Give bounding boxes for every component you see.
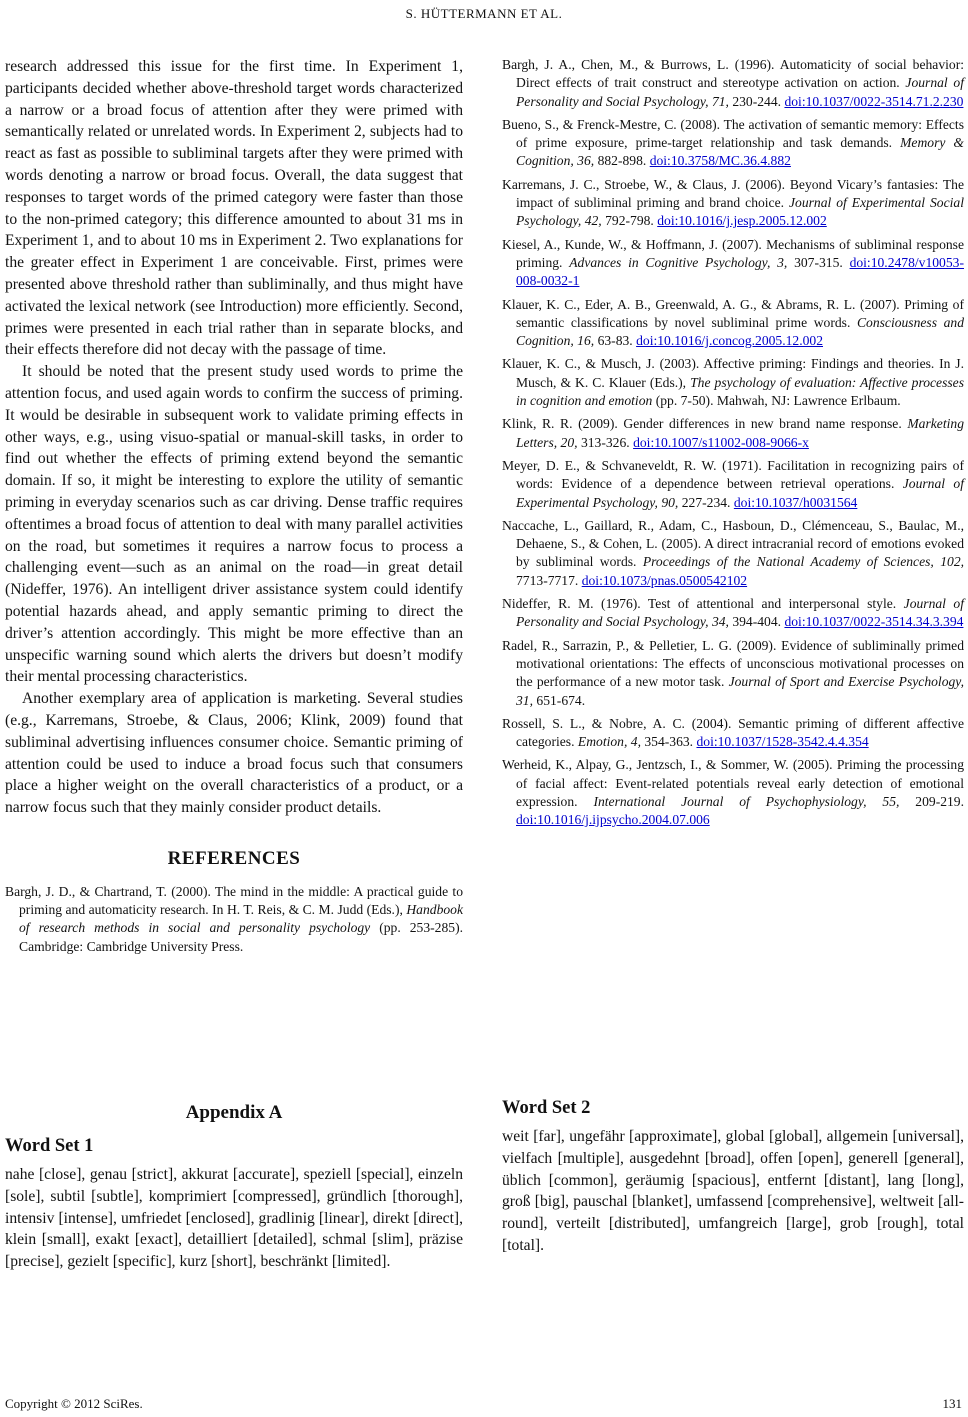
reference-text: Karremans, J. C., Stroebe, W., & Claus, J. (2006). Beyond Vicary’s fantasies: The impact of subliminal priming and brand choice. — [502, 176, 964, 211]
doi-link[interactable]: doi:10.1037/0022-3514.34.3.394 — [784, 614, 964, 630]
reference-entry — [502, 296, 964, 351]
reference-source: Journal of Personality and Social Psychology, 71, — [516, 75, 964, 109]
reference-pages: 7713-7717. — [516, 572, 582, 588]
reference-entry — [502, 595, 964, 632]
doi-link[interactable]: doi:10.2478/v10053-008-0032-1 — [516, 254, 964, 289]
reference-entry — [502, 355, 964, 410]
reference-source: Proceedings of the National Academy of Sciences, 102, — [642, 554, 965, 570]
reference-entry — [502, 176, 964, 231]
reference-entry — [502, 415, 964, 452]
reference-pages: 882-898. — [594, 153, 650, 169]
reference-pages: 354-363. — [640, 734, 697, 750]
reference-pages: 651-674. — [533, 692, 586, 708]
reference-entry — [502, 637, 964, 710]
reference-pages: 313-326. — [577, 434, 634, 450]
reference-source: Journal of Experimental Psychology, 90, — [516, 476, 964, 510]
reference-entry — [502, 756, 964, 829]
reference-text: Meyer, D. E., & Schvaneveldt, R. W. (1971). Facilitation in recognizing pairs of words: Evidence of a dependence between retrieval operations. — [502, 457, 964, 492]
reference-source: Journal of Sport and Exercise Psychology, 31, — [516, 674, 964, 708]
right-column — [502, 56, 964, 835]
reference-text: Bargh, J. A., Chen, M., & Burrows, L. (1996). Automaticity of social behavior: Direct effects of trait construct and stereotype activation on action. — [502, 57, 964, 91]
reference-text: Klauer, K. C., & Musch, J. (2003). Affective priming: Findings and theories. In J. Musch, & K. C. Klauer (Eds.), — [502, 356, 964, 390]
reference-pages: 209-219. — [899, 793, 965, 809]
reference-entry — [502, 457, 964, 512]
doi-link[interactable]: doi:10.1007/s11002-008-9066-x — [633, 434, 809, 450]
word-set-1-text: nahe [close], genau [strict], akkurat [accurate], speziell [special], einzeln [sole], subtil [subtle], komprimiert [compressed], gründlich [thorough], intensiv [intense], umfriedet [enclosed], gradlinig [linear], direkt [direct], klein [small], exakt [exact], detailliert [detailed], schmal [slim], präzise [precise], gezielt [specific], kurz [short], beschränkt [limited]. — [5, 1166, 463, 1271]
left-column — [5, 56, 463, 961]
doi-link[interactable]: doi:10.1016/j.jesp.2005.12.002 — [657, 213, 827, 229]
reference-entry — [502, 116, 964, 171]
reference-pages: (pp. 7-50). Mahwah, NJ: Lawrence Erlbaum. — [652, 393, 901, 409]
reference-pages: 63-83. — [594, 333, 637, 349]
appendix-title: Appendix A — [185, 1102, 283, 1123]
reference-text: Nideffer, R. M. (1976). Test of attentional and interpersonal style. — [502, 596, 904, 612]
appendix-right-column — [502, 1098, 964, 1257]
reference-source: Journal of Personality and Social Psychology, 34, — [516, 596, 965, 630]
reference-source: Handbook of research methods in social and personality psychology — [19, 902, 463, 936]
references-list-left — [5, 883, 463, 956]
reference-text: Radel, R., Sarrazin, P., & Pelletier, L. G. (2009). Evidence of subliminally primed motivational orientations: The effects of unconscious motivational processes on the performance of a new motor task. — [502, 637, 964, 690]
reference-text: Bargh, J. D., & Chartrand, T. (2000). The mind in the middle: A practical guide to priming and automaticity research. In H. T. Reis, & C. M. Judd (Eds.), — [5, 883, 463, 918]
reference-pages: (pp. 253-285). Cambridge: Cambridge University Press. — [19, 920, 463, 954]
reference-text: Kiesel, A., Kunde, W., & Hoffmann, J. (2007). Mechanisms of subliminal response priming. — [502, 236, 964, 270]
doi-link[interactable]: doi:10.1016/j.concog.2005.12.002 — [636, 333, 823, 349]
reference-source: Memory & Cognition, 36, — [516, 135, 964, 169]
reference-pages: 230-244. — [728, 93, 785, 109]
doi-link[interactable]: doi:10.1037/0022-3514.71.2.230 — [784, 93, 964, 109]
doi-link[interactable]: doi:10.1073/pnas.0500542102 — [581, 572, 748, 588]
reference-pages: 227-234. — [678, 494, 734, 510]
body-paragraph: research addressed this issue for the first time. In Experiment 1, participants decided whether above-threshold target words characterized a narrow or a broad focus of attention after they were primed with semantically related or unrelated words. In Experiment 2, subjects had to react as fast as possible to subliminal targets after they were primed with words denoting a narrow or broad focus. Overall, the data suggest that responses to target words of the primed category were faster than those to the non-primed category; this difference amounted to about 31 ms in Experiment 1, and to about 10 ms in Experiment 2. Two explanations for the greater effect in Experiment 1 are conceivable. First, primes were presented above threshold rather than subliminally, and thus might have activated the lexical network (see Introduction) more efficiently. Second, primes were presented in each trial rather than in separate blocks, and their effects therefore did not decay with the passage of time. — [5, 58, 463, 359]
reference-text: Rossell, S. L., & Nobre, A. C. (2004). Semantic priming of different affective categories. — [502, 715, 964, 750]
reference-entry — [502, 56, 964, 111]
reference-source: Advances in Cognitive Psychology, 3, — [569, 254, 788, 270]
reference-source: Consciousness and Cognition, 16, — [516, 314, 964, 349]
word-set-1-title: Word Set 1 — [5, 1136, 94, 1156]
reference-source: The psychology of evaluation: Affective processes in cognition and emotion — [516, 374, 964, 409]
appendix-left-column — [5, 1098, 463, 1273]
reference-text: Bueno, S., & Frenck-Mestre, C. (2008). The activation of semantic memory: Effects of prime exposure, prime-target relationship and task demands. — [502, 116, 964, 151]
footer-copyright: Copyright © 2012 SciRes. — [5, 1396, 143, 1411]
reference-pages: 307-315. — [787, 254, 850, 270]
references-list-right — [502, 56, 964, 830]
body-paragraph: Another exemplary area of application is marketing. Several studies (e.g., Karremans, Stroebe, & Claus, 2006; Klink, 2009) found that subliminal advertising influences consumer choice. Semantic priming of attention could be used to induce a broad focus such that consumers place a higher weight on the overall characteristics of a product, or a narrow focus such that they mainly consider product details. — [5, 690, 463, 817]
word-set-2-title: Word Set 2 — [502, 1098, 591, 1118]
word-set-2-text: weit [far], ungefähr [approximate], global [global], allgemein [universal], vielfach [multiple], ausgedehnt [broad], offen [open], generell [general], üblich [common], geräumig [spacious], entfernt [distant], lang [long], groß [big], pauschal [blanket], umfassend [comprehensive], weltweit [all-round], verteilt [distributed], umfangreich [large], grob [rough], total [total]. — [502, 1128, 964, 1254]
reference-text: Naccache, L., Gaillard, R., Adam, C., Hasboun, D., Clémenceau, S., Baulac, M., Dehaene, S., & Cohen, L. (2005). A direct intracranial record of emotions evoked by subliminal words. — [502, 517, 964, 570]
reference-source: Marketing Letters, 20, — [516, 416, 964, 450]
page-number: 131 — [942, 1396, 962, 1411]
reference-source: Emotion, 4, — [577, 734, 641, 750]
reference-entry — [5, 883, 463, 956]
running-head: S. HÜTTERMANN ET AL. — [405, 6, 563, 21]
reference-source: Journal of Experimental Social Psychology, 42, — [516, 195, 964, 229]
doi-link[interactable]: doi:10.1037/h0031564 — [733, 494, 858, 510]
doi-link[interactable]: doi:10.3758/MC.36.4.882 — [649, 153, 791, 169]
body-paragraph: It should be noted that the present study used words to prime the attention focus, and used again words to confirm the success of priming. It would be desirable in subsequent work to validate priming effects in other ways, e.g., using visuo-spatial or manual-skill tasks, in order to find out whether the effects of priming extend beyond the semantic domain. If so, it might be interesting to explore the utility of semantic priming in everyday scenarios such as car driving. Dense traffic requires oftentimes a broad focus of attention to deal with many parallel activities on the road, but sometimes it requires a narrow focus to process a challenging event—such as an animal on the road—in great detail (Nideffer, 1976). An intelligent driver assistance system could identify potential hazards ahead, and apply semantic priming to direct the driver’s attention accordingly. This might be more effective than an unspecific warning sound which alerts the drivers but doesn’t modify their mental processing characteristics. — [5, 363, 463, 686]
doi-link[interactable]: doi:10.1016/j.ijpsycho.2004.07.006 — [516, 812, 710, 828]
reference-text: Klauer, K. C., Eder, A. B., Greenwald, A. G., & Abrams, R. L. (2007). Priming of semantic classifications by novel subliminal prime words. — [502, 296, 964, 330]
doi-link[interactable]: doi:10.1037/1528-3542.4.4.354 — [696, 734, 869, 750]
reference-entry — [502, 236, 964, 291]
reference-entry — [502, 517, 964, 590]
reference-entry — [502, 715, 964, 752]
reference-text: Klink, R. R. (2009). Gender differences in new brand name response. — [502, 416, 908, 432]
reference-source: International Journal of Psychophysiology, 55, — [593, 793, 900, 809]
reference-text: Werheid, K., Alpay, G., Jentzsch, I., & Sommer, W. (2005). Priming the processing of facial affect: Event-related potentials reveal early detection of emotional expression. — [502, 757, 964, 809]
reference-pages: 394-404. — [728, 614, 785, 630]
references-heading: REFERENCES — [167, 847, 301, 869]
reference-pages: 792-798. — [601, 213, 658, 229]
